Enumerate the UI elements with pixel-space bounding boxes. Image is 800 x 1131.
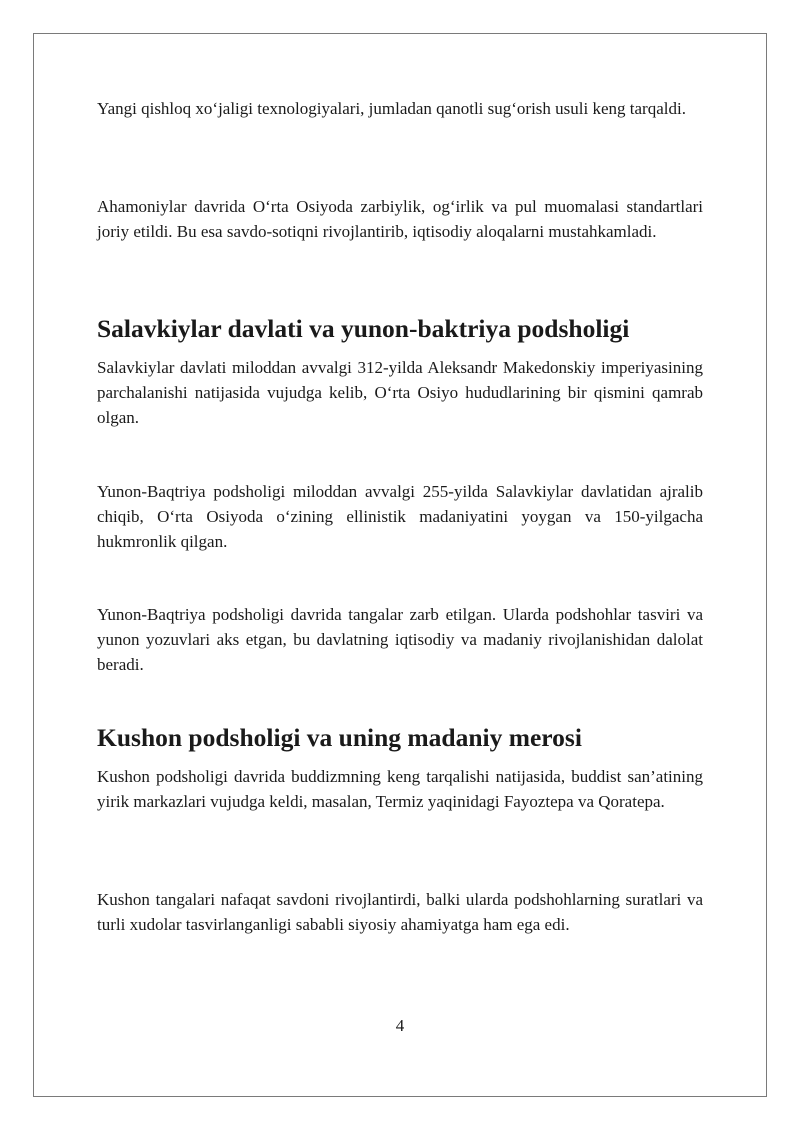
paragraph-kushan-buddhism: Kushon podsholigi davrida buddizmning keng tarqalishi natijasida, buddist san’atining yirik markazlari vujudga keldi, masalan, Termiz yaqinidagi Fayoztepa va Qoratepa. bbox=[97, 767, 703, 811]
heading-kushan-kingdom: Kushon podsholigi va uning madaniy merosi bbox=[97, 723, 582, 752]
paragraph-kushan-coins: Kushon tangalari nafaqat savdoni rivojlantirdi, balki ularda podshohlarning suratlari va turli xudolar tasvirlanganligi sababli siyosiy ahamiyatga ham ega edi. bbox=[97, 890, 703, 934]
page-frame bbox=[33, 33, 767, 1097]
paragraph-seleucid-state: Salavkiylar davlati miloddan avvalgi 312-yilda Aleksandr Makedonskiy imperiyasining parchalanishi natijasida vujudga kelib, O‘rta Osiyo hududlarining bir qismini qamrab olgan. bbox=[97, 358, 703, 427]
paragraph-achaemenid-standards: Ahamoniylar davrida O‘rta Osiyoda zarbiylik, og‘irlik va pul muomalasi standartlari joriy etildi. Bu esa savdo-sotiqni rivojlantirib, iqtisodiy aloqalarni mustahkamladi. bbox=[97, 197, 703, 241]
paragraph-irrigation: Yangi qishloq xo‘jaligi texnologiyalari, jumladan qanotli sug‘orish usuli keng tarqaldi. bbox=[97, 99, 686, 118]
paragraph-greco-bactrian-coins: Yunon-Baqtriya podsholigi davrida tangalar zarb etilgan. Ularda podshohlar tasviri va yunon yozuvlari aks etgan, bu davlatning iqtisodiy va madaniy rivojlanishidan dalolat beradi. bbox=[97, 605, 703, 674]
page-number: 4 bbox=[395, 1016, 405, 1035]
paragraph-greco-bactrian-kingdom: Yunon-Baqtriya podsholigi miloddan avvalgi 255-yilda Salavkiylar davlatidan ajralib chiqib, O‘rta Osiyoda o‘zining ellinistik madaniyatini yoygan va 150-yilgacha hukmronlik qilgan. bbox=[97, 482, 703, 551]
heading-seleucid-greco-bactrian: Salavkiylar davlati va yunon-baktriya podsholigi bbox=[97, 314, 630, 343]
